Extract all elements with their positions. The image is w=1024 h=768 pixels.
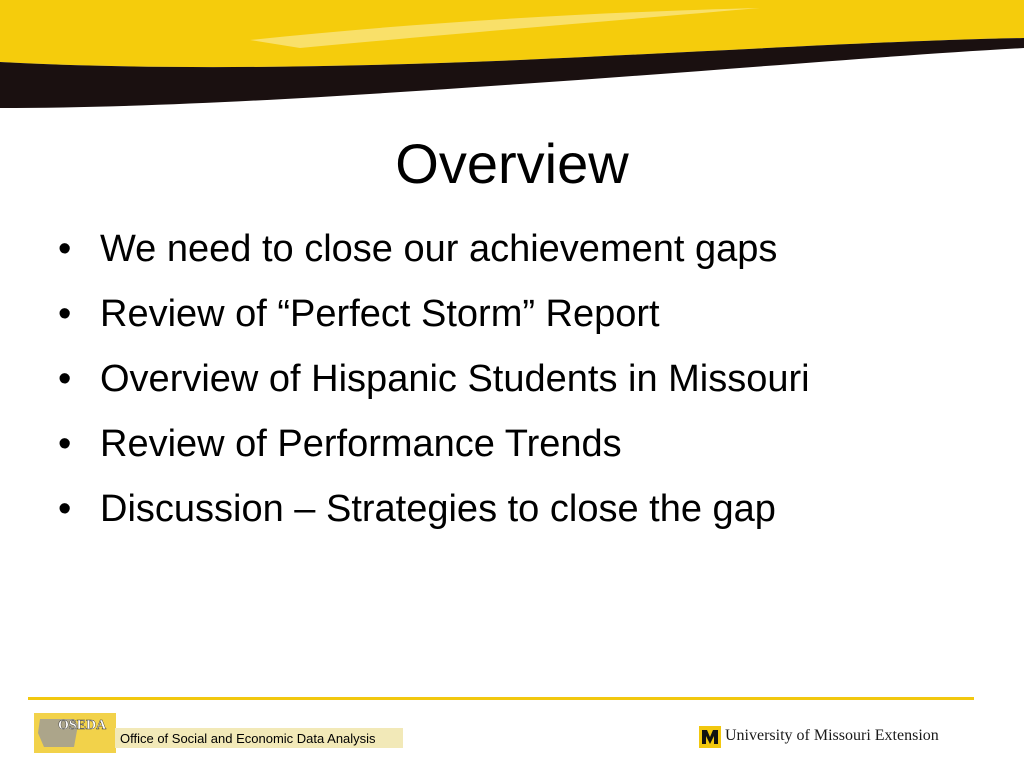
bullet-text: Review of “Perfect Storm” Report [100,293,660,335]
bullet-list [58,228,1008,553]
header-swoosh-decoration [0,0,1024,115]
bullet-marker: • [58,293,72,335]
bullet-item [58,358,1008,423]
oseda-logo-text: OSEDA [58,718,107,733]
bullet-text: We need to close our achievement gaps [100,228,778,270]
bullet-text: Review of Performance Trends [100,423,622,465]
bullet-text: Overview of Hispanic Students in Missouri [100,358,810,400]
bullet-marker: • [58,423,72,465]
oseda-name: Office of Social and Economic Data Analysis [120,731,376,746]
bullet-item [58,423,1008,488]
bullet-item [58,488,1008,553]
bullet-item [58,293,1008,358]
mizzou-tiger-m-icon [699,726,721,748]
footer-divider [28,697,974,700]
bullet-marker: • [58,358,72,400]
oseda-logo-icon [34,713,116,753]
slide-title: Overview [395,132,629,195]
university-name: University of Missouri Extension [725,727,939,744]
bullet-text: Discussion – Strategies to close the gap [100,488,776,530]
bullet-item [58,228,1008,293]
bullet-marker: • [58,228,72,270]
bullet-marker: • [58,488,72,530]
